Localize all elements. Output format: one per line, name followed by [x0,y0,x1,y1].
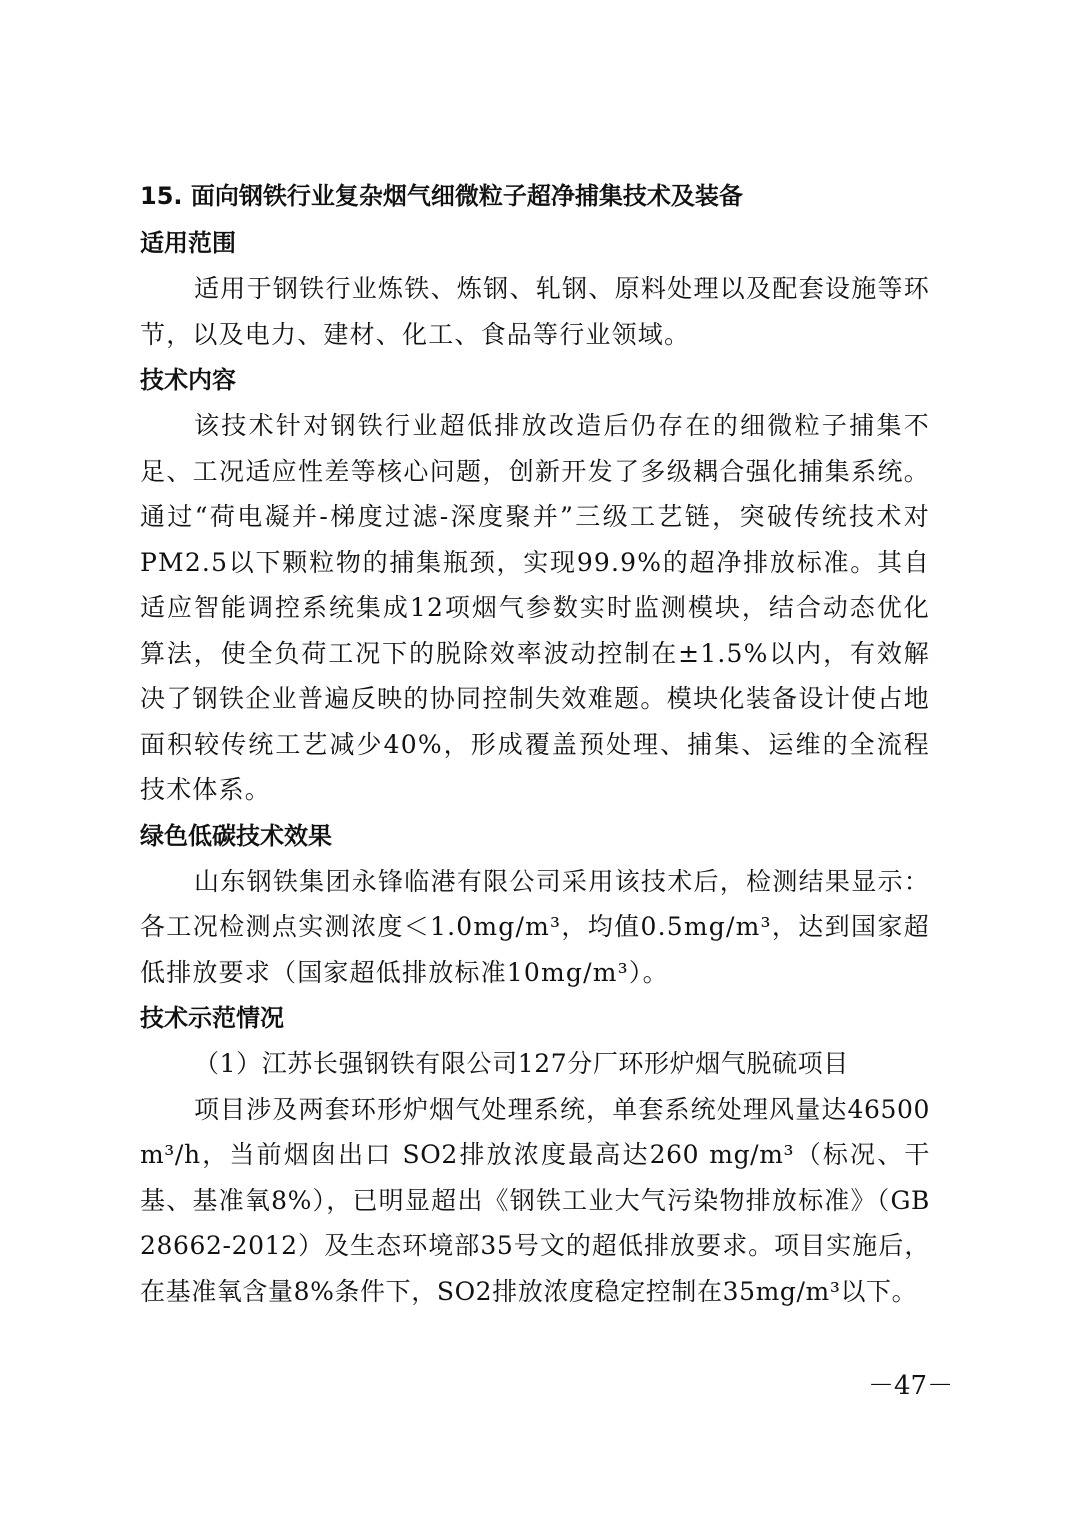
section-text-content: 该技术针对钢铁行业超低排放改造后仍存在的细微粒子捕集不足、工况适应性差等核心问题，创新开发了多级耦合强化捕集系统。通过“荷电凝并-梯度过滤-深度聚并”三级工艺链，突破传统技术对 PM2.5以下颗粒物的捕集瓶颈，实现99.9%的超净排放标准。其自适应智能调控系统集成12项烟气参数实时监测模块，结合动态优化算法，使全负荷工况下的脱除效率波动控制在±1.5%以内，有效解决了钢铁企业普遍反映的协同控制失效难题。模块化装备设计使占地面积较传统工艺减少40%，形成覆盖预处理、捕集、运维的全流程技术体系。 [140,411,930,804]
section-heading-content: 技术内容 [140,366,236,394]
section-heading-scope: 适用范围 [140,229,236,257]
section-text-effect: 山东钢铁集团永锋临港有限公司采用该技术后，检测结果显示：各工况检测点实测浓度＜1.0mg/m³，均值0.5mg/m³，达到国家超低排放要求（国家超低排放标准10mg/m³）。 [140,866,930,987]
section-text-demo: 项目涉及两套环形炉烟气处理系统，单套系统处理风量达46500 m³/h，当前烟囱出口 SO2排放浓度最高达260 mg/m³（标况、干基、基准氧8%），已明显超出《钢铁工业大气污染物排放标准》（GB 28662-2012）及生态环境部35号文的超低排放要求。项目实施后，在基准氧含量8%条件下，SO2排放浓度稳定控制在35mg/m³以下。 [140,1094,930,1306]
demo-case-title: （1）江苏长强钢铁有限公司127分厂环形炉烟气脱硫项目 [194,1049,849,1078]
document-page [140,172,930,1314]
document-title: 15. 面向钢铁行业复杂烟气细微粒子超净捕集技术及装备 [140,182,743,210]
section-heading-effect: 绿色低碳技术效果 [140,821,332,850]
page-number: －47－ [868,1371,954,1401]
section-heading-demo: 技术示范情况 [140,1004,284,1032]
section-text-scope: 适用于钢铁行业炼铁、炼钢、轧钢、原料处理以及配套设施等环节，以及电力、建材、化工、食品等行业领域。 [140,274,930,349]
